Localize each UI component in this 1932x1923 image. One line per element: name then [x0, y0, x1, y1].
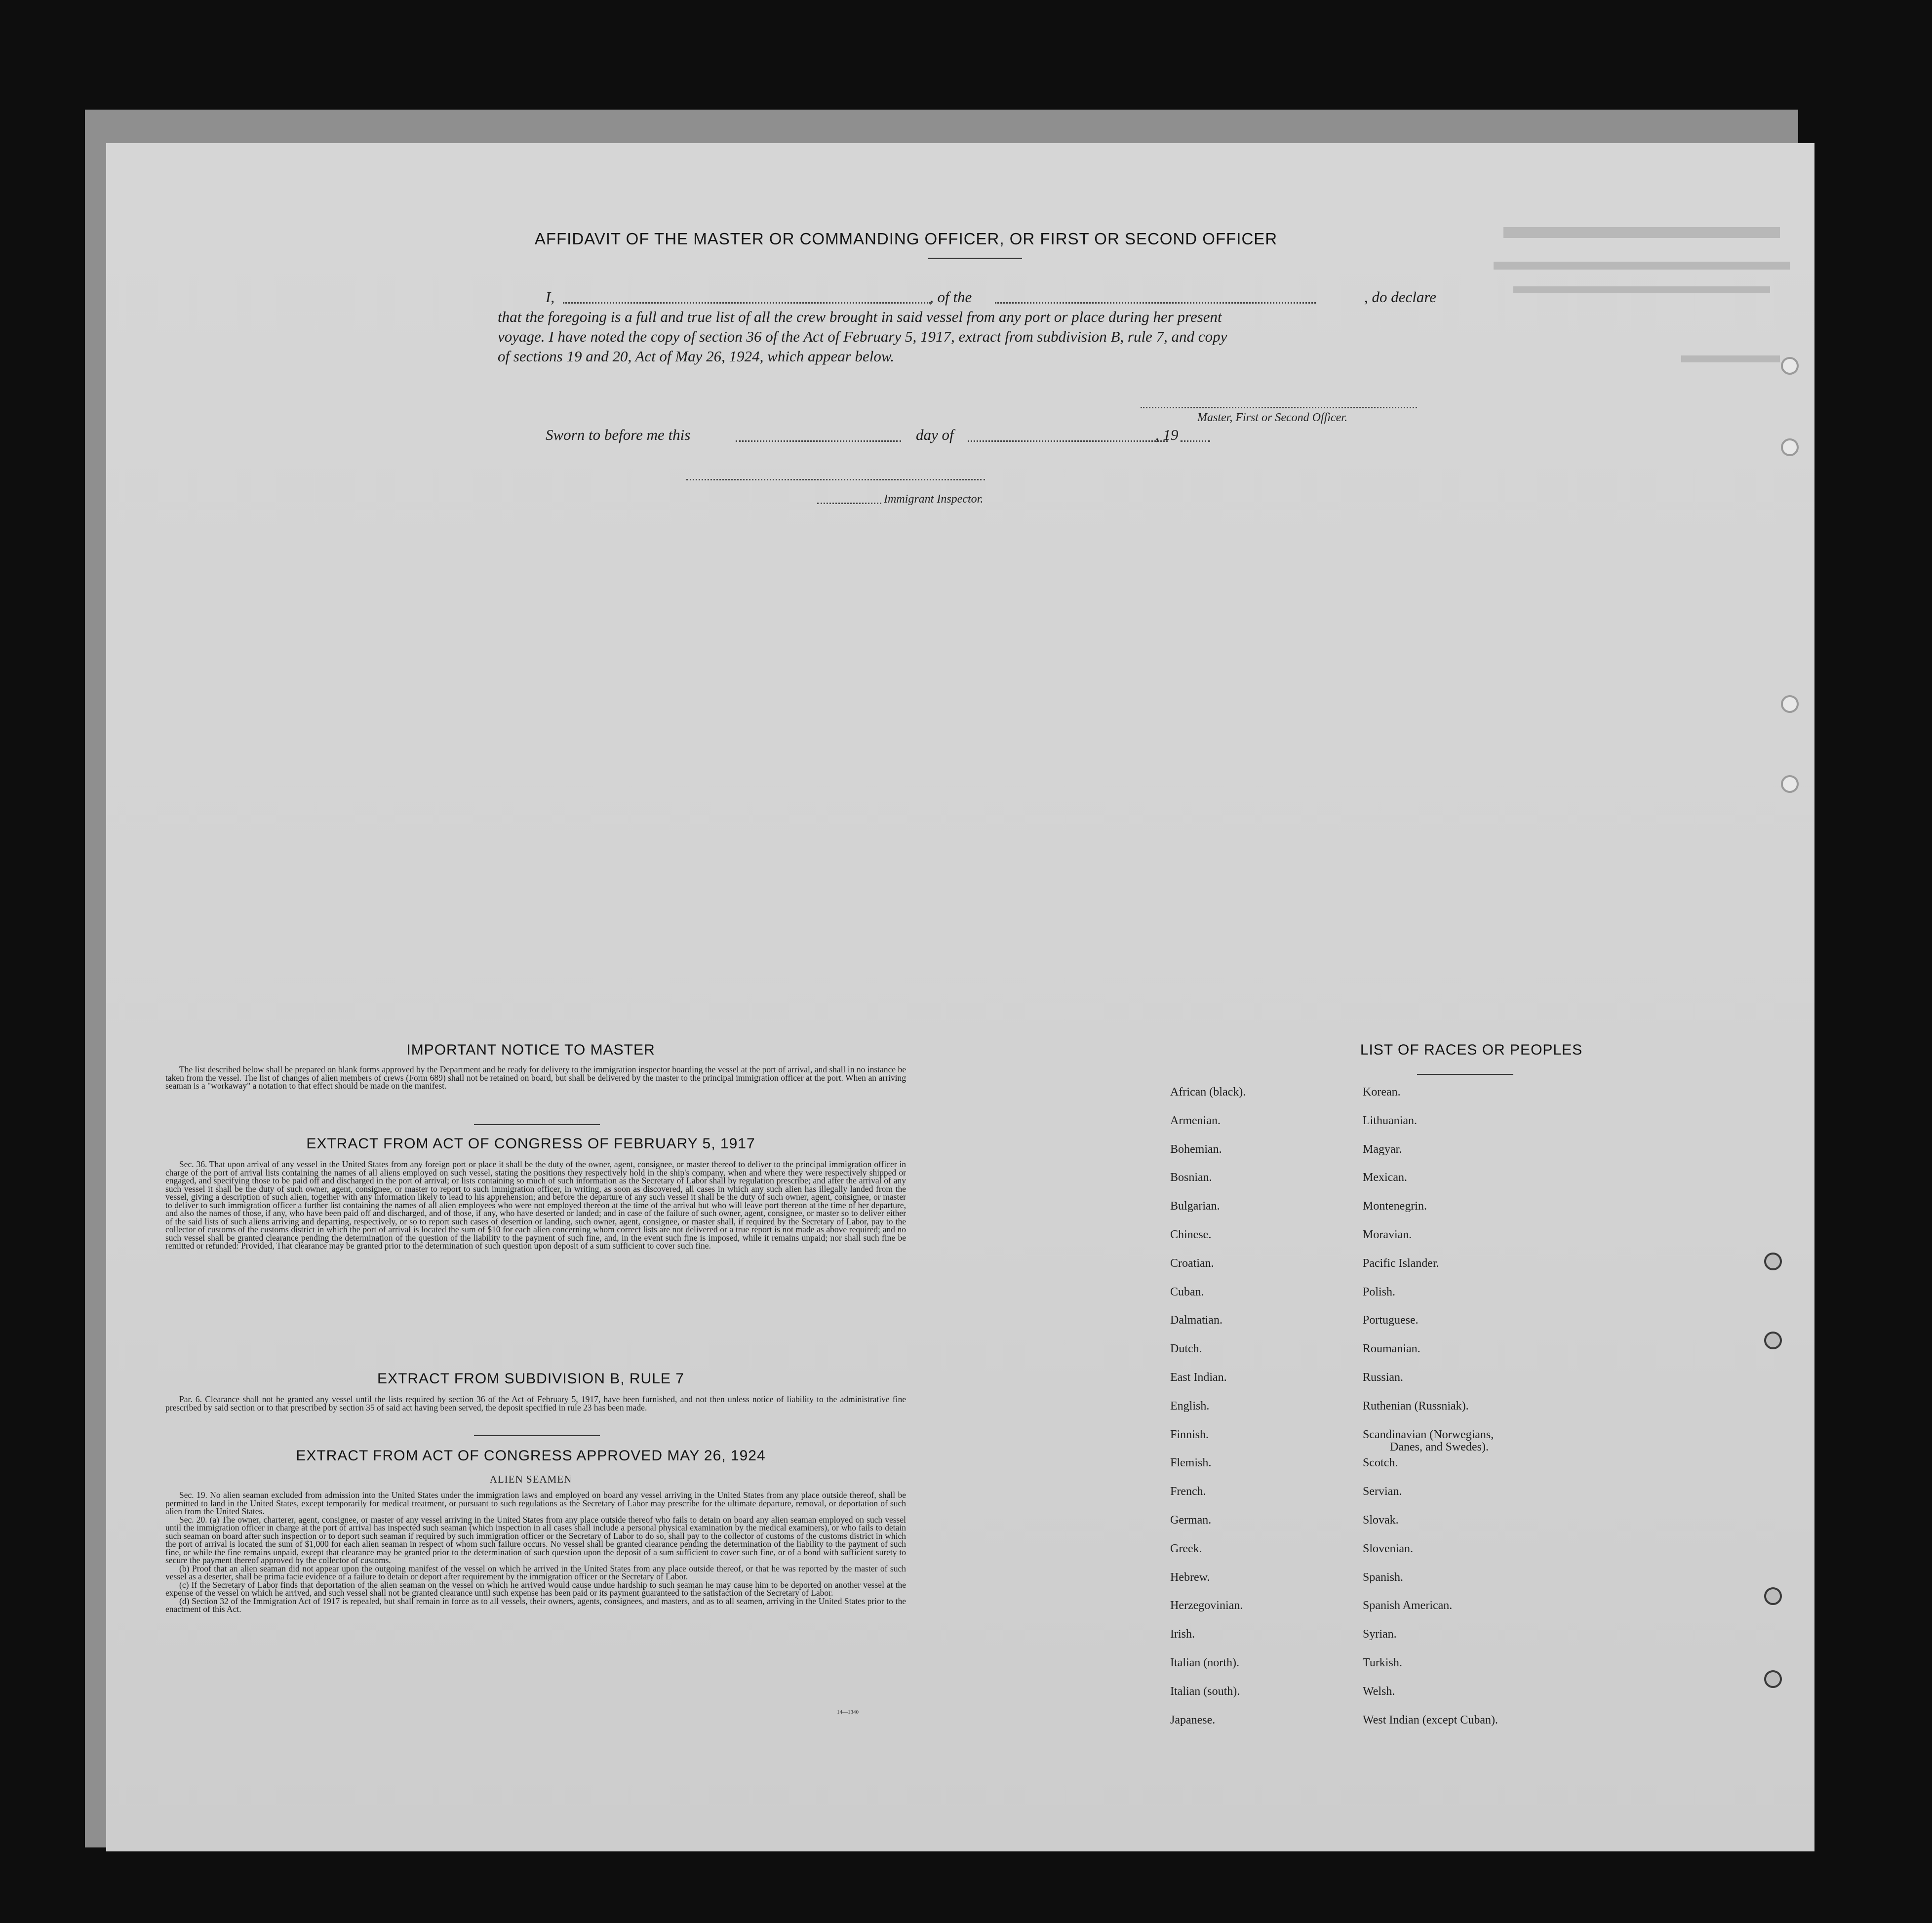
race-item: East Indian.: [1170, 1371, 1227, 1384]
race-item: Scotch.: [1363, 1456, 1398, 1470]
extract-1917-text: [165, 1160, 906, 1250]
race-item: Spanish.: [1363, 1570, 1404, 1584]
affidavit-do-declare-label: , do declare: [1364, 288, 1437, 306]
race-item: Cuban.: [1170, 1285, 1204, 1298]
extract-1924-title: EXTRACT FROM ACT OF CONGRESS APPROVED MAY 26, 1924: [296, 1448, 766, 1464]
race-item: Roumanian.: [1363, 1342, 1420, 1356]
race-item: Korean.: [1363, 1086, 1401, 1099]
race-item: Syrian.: [1363, 1628, 1397, 1641]
race-item: Armenian.: [1170, 1114, 1221, 1127]
race-item: Dalmatian.: [1170, 1314, 1222, 1327]
divider: [474, 1124, 600, 1125]
race-item: Croatian.: [1170, 1256, 1214, 1270]
race-item: Mexican.: [1363, 1171, 1407, 1184]
race-item: Slovenian.: [1363, 1542, 1413, 1555]
notice-title: IMPORTANT NOTICE TO MASTER: [406, 1042, 655, 1058]
binder-hole: [1781, 695, 1799, 713]
notice-text: [165, 1065, 906, 1090]
race-item: Bohemian.: [1170, 1142, 1222, 1156]
race-item: Portuguese.: [1363, 1314, 1419, 1327]
race-item: African (black).: [1170, 1086, 1246, 1099]
signature-caption: Master, First or Second Officer.: [1197, 411, 1347, 424]
sec-20b-paragraph: (b) Proof that an alien seaman did not appear upon the outgoing manifest of the vessel on which he arrived in the United States from any place outside thereof, or that he was reported by the master of such vessel as a deserter, shall be prima facie evidence of a failure to detain or deport after requirement by the immigration officer or the Secretary of Labor.: [165, 1563, 906, 1581]
race-item: Magyar.: [1363, 1142, 1402, 1156]
race-item: Greek.: [1170, 1542, 1202, 1555]
race-item: West Indian (except Cuban).: [1363, 1713, 1498, 1727]
inspector-leader: [817, 503, 881, 504]
inspector-line: [686, 479, 985, 480]
divider: [474, 1435, 600, 1436]
binder-hole: [1781, 357, 1799, 375]
race-item: Polish.: [1363, 1285, 1396, 1298]
binder-hole: [1781, 775, 1799, 793]
race-item: Scandinavian (Norwegians,: [1363, 1428, 1494, 1441]
extract-1924-text: [165, 1491, 906, 1613]
race-item: Servian.: [1363, 1485, 1402, 1498]
affidavit-line-4: of sections 19 and 20, Act of May 26, 1924, which appear below.: [498, 348, 895, 365]
races-title: LIST OF RACES OR PEOPLES: [1360, 1042, 1583, 1058]
race-item: Lithuanian.: [1363, 1114, 1417, 1127]
race-item: Russian.: [1363, 1371, 1404, 1384]
sec-20c-paragraph: (c) If the Secretary of Labor finds that deportation of the alien seaman on the vessel on which he arrived would cause undue hardship to such seaman he may cause him to be deported on another vessel at the expense of the vessel on which he arrived, and such vessel shall not be granted clearance until such expense has been paid or its payment guaranteed to the satisfaction of the Secretary of Labor.: [165, 1579, 906, 1598]
race-item: English.: [1170, 1399, 1210, 1413]
race-item-continuation: Danes, and Swedes).: [1390, 1440, 1489, 1453]
race-item: Italian (north).: [1170, 1656, 1239, 1669]
race-item: Montenegrin.: [1363, 1200, 1427, 1213]
alien-seamen-subtitle: ALIEN SEAMEN: [489, 1473, 572, 1485]
affidavit-line-2: that the foregoing is a full and true list of all the crew brought in said vessel from any port or place during her present: [498, 308, 1222, 325]
affidavit-line-3: voyage. I have noted the copy of section 36 of the Act of February 5, 1917, extract from subdivision B, rule 7, and copy: [498, 328, 1227, 345]
race-item: Pacific Islander.: [1363, 1256, 1439, 1270]
binder-hole: [1764, 1587, 1782, 1605]
sworn-label: Sworn to before me this: [546, 426, 691, 443]
race-item: Finnish.: [1170, 1428, 1209, 1441]
affidavit-i-label: I,: [546, 288, 555, 306]
notice-paragraph: The list described below shall be prepared on blank forms approved by the Department and be ready for delivery to the immigration inspector boarding the vessel at the port of arrival, and shall in no instance be taken from the vessel. The list of changes of alien members of crews (Form 689) shall not be retained on board, but shall be delivered by the master to the principal immigration officer at the port. When an arriving seaman is a "workaway" a notation to that effect should be made on the manifest.: [165, 1064, 906, 1091]
binder-hole: [1764, 1332, 1782, 1349]
rule7-title: EXTRACT FROM SUBDIVISION B, RULE 7: [377, 1371, 684, 1387]
divider: [1417, 1074, 1513, 1075]
year-line: [1181, 440, 1210, 442]
race-item: Spanish American.: [1363, 1599, 1453, 1612]
affidavit-of-the-label: , of the: [930, 288, 972, 306]
title-underline: [928, 258, 1022, 259]
binder-hole: [1764, 1253, 1782, 1270]
race-item: Welsh.: [1363, 1685, 1395, 1698]
rule7-paragraph: Par. 6. Clearance shall not be granted any vessel until the lists required by section 36 of the Act of February 5, 1917, have been furnished, and not then unless notice of liability to the administrative fine prescribed by said section or to that prescribed by section 35 of said act having been served, the deposit specified in rule 23 has been made.: [165, 1394, 906, 1413]
race-item: German.: [1170, 1514, 1212, 1527]
race-item: Italian (south).: [1170, 1685, 1240, 1698]
day-of-label: day of: [916, 426, 954, 443]
sworn-month-line: [968, 440, 1168, 442]
race-item: French.: [1170, 1485, 1206, 1498]
form-page: [106, 143, 1814, 1851]
extract-1917-title: EXTRACT FROM ACT OF CONGRESS OF FEBRUARY 5, 1917: [306, 1136, 755, 1152]
year-label: , 19: [1155, 426, 1179, 443]
race-item: Dutch.: [1170, 1342, 1202, 1356]
race-item: Bosnian.: [1170, 1171, 1212, 1184]
sworn-day-line: [736, 440, 901, 442]
binder-hole: [1781, 438, 1799, 456]
race-item: Flemish.: [1170, 1456, 1212, 1470]
sec-20d-paragraph: (d) Section 32 of the Immigration Act of 1917 is repealed, but shall remain in force as to all vessels, their owners, agents, consignees, and masters, and as to all seamen, arriving in the United States prior to the enactment of this Act.: [165, 1596, 906, 1614]
race-item: Hebrew.: [1170, 1570, 1210, 1584]
rule7-text: [165, 1395, 906, 1412]
race-item: Ruthenian (Russniak).: [1363, 1399, 1469, 1413]
race-item: Irish.: [1170, 1628, 1195, 1641]
sec-20a-paragraph: Sec. 20. (a) The owner, charterer, agent, consignee, or master of any vessel arriving in the United States from any place outside thereof who fails to detain on board any alien seaman employed on such vessel until the immigration officer in charge at the port of arrival has inspected such seaman (which inspection in all cases shall include a personal physical examination by the medical examiners), or who fails to detain such seaman on board after such inspection or to deport such seaman if required by such immigration officer or the Secretary of Labor to do so, shall pay to the collector of customs of the customs district in which the port of arrival is located the sum of $1,000 for each alien seaman in respect of whom such failure occurs. No vessel shall be granted clearance pending the determination of the liability to the payment of such fine, or while the fine remains unpaid, except that clearance may be granted prior to the determination of such question upon the deposit of a sum sufficient to cover such fine, or of a bond with sufficient surety to secure the payment thereof approved by the collector of customs.: [165, 1514, 906, 1565]
binder-hole: [1764, 1670, 1782, 1688]
name-line: [563, 302, 931, 304]
race-item: Chinese.: [1170, 1228, 1212, 1241]
sec-19-paragraph: Sec. 19. No alien seaman excluded from admission into the United States under the immigration laws and employed on board any vessel arriving in the United States from any place outside thereof, shall be permitted to land in the United States, except temporarily for medical treatment, or pursuant to such regulations as the Secretary of Labor may prescribe for the ultimate departure, removal, or deportation of such alien from the United States.: [165, 1490, 906, 1516]
race-item: Herzegovinian.: [1170, 1599, 1243, 1612]
form-number: 14—1340: [837, 1709, 859, 1715]
affidavit-title: AFFIDAVIT OF THE MASTER OR COMMANDING OFFICER, OR FIRST OR SECOND OFFICER: [534, 230, 1278, 248]
race-item: Japanese.: [1170, 1713, 1216, 1727]
inspector-caption: Immigrant Inspector.: [884, 493, 984, 506]
race-item: Moravian.: [1363, 1228, 1412, 1241]
race-item: Turkish.: [1363, 1656, 1402, 1669]
signature-line: [1141, 407, 1417, 408]
vessel-line: [995, 302, 1316, 304]
extract-1917-paragraph: Sec. 36. That upon arrival of any vessel in the United States from any foreign port or place it shall be the duty of the owner, agent, consignee, or master thereof to deliver to the principal immigration officer in charge of the port of arrival lists containing the names of all aliens employed on such vessel, stating the positions they respectively hold in the ship's company, when and where they were respectively shipped or engaged, and specifying those to be paid off and discharged in the port of arrival; or lists containing so much of such information as the Secretary of Labor shall by regulation prescribe; and after the arrival of any such vessel it shall be the duty of such owner, agent, consignee, or master to report to such immigration officer, in writing, as soon as discovered, all cases in which any such alien has illegally landed from the vessel, giving a description of such alien, together with any information likely to lead to his apprehension; and before the departure of any such vessel it shall be the duty of such owner, agent, consignee, or master to deliver to such immigration officer a further list containing the names of all alien employees who were not employed thereon at the time of the arrival but who will leave port thereon at the time of her departure, and also the names of those, if any, who have been paid off and discharged, and of those, if any, who have deserted or landed; and in case of the failure of such owner, agent, consignee, or master so to deliver either of the said lists of such aliens arriving and departing, respectively, or so to report such cases of desertion or landing, such owner, agent, consignee, or master shall, if required by the Secretary of Labor, pay to the collector of customs of the customs district in which the port of arrival is located the sum of $10 for each alien concerning whom correct lists are not delivered or a true report is not made as above required; and no such vessel shall be granted clearance pending the determination of the question of the liability to the payment of such fine, and, in the event such fine is imposed, while it remains unpaid; nor shall such fine be remitted or refunded: Provided, That clearance may be granted prior to the determination of such question upon deposit of a sum sufficient to cover such fine.: [165, 1159, 906, 1251]
race-item: Bulgarian.: [1170, 1200, 1220, 1213]
race-item: Slovak.: [1363, 1514, 1399, 1527]
